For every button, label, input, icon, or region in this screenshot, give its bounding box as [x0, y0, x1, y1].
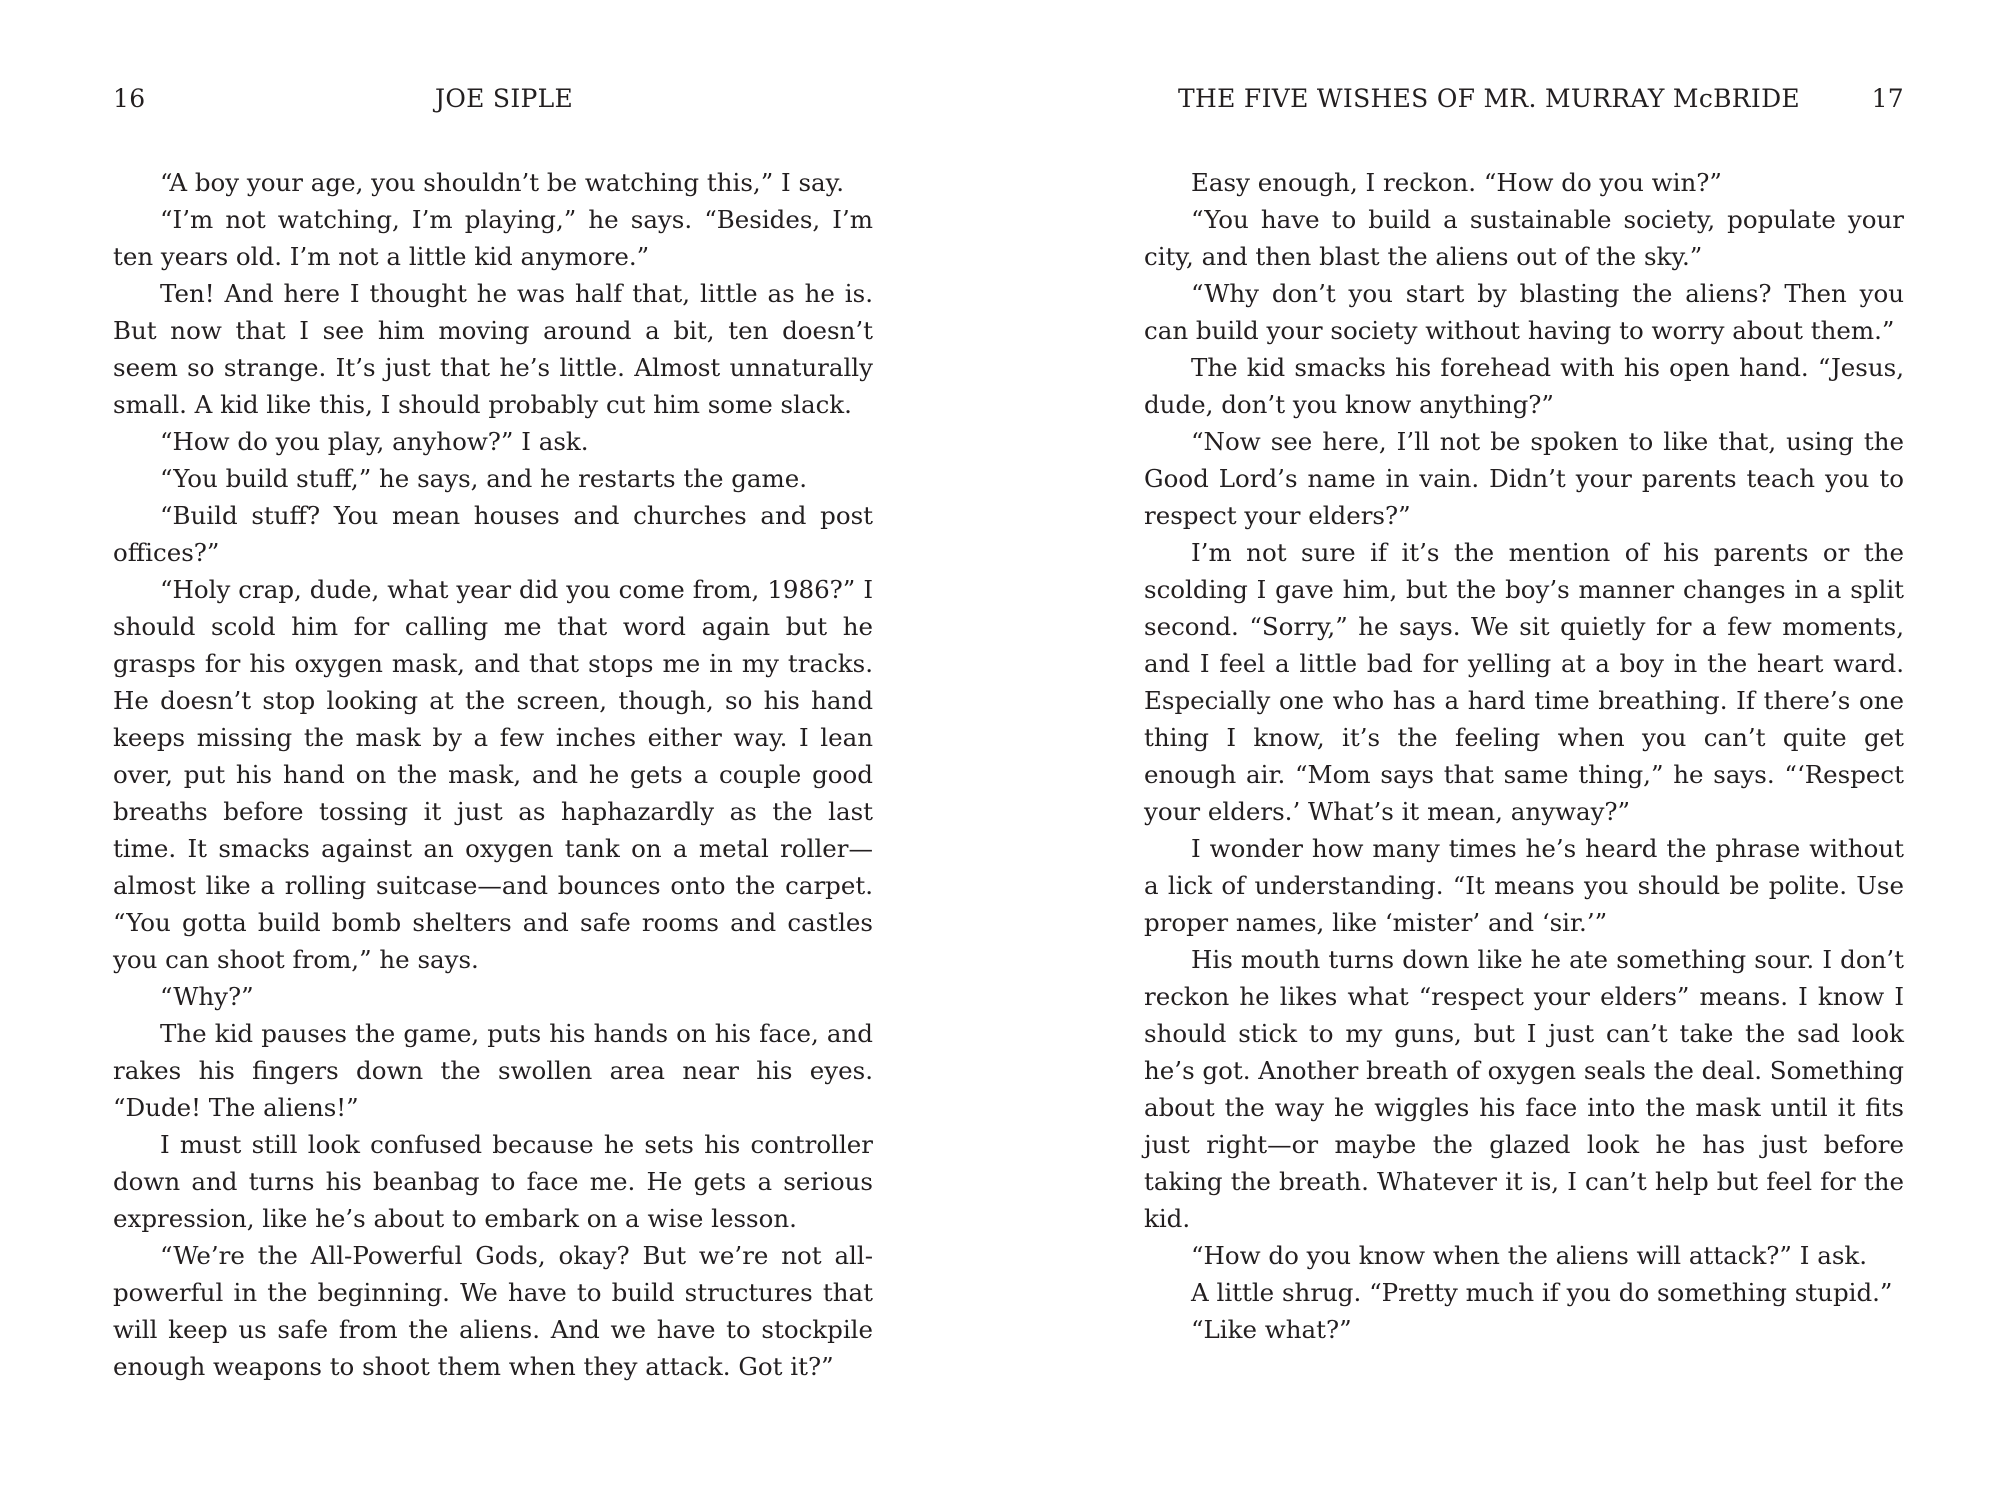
paragraph: Easy enough, I reckon. “How do you win?”: [1191, 168, 1722, 197]
paragraph: “Build stuff? You mean houses and churches and post offices?”: [113, 501, 873, 567]
paragraph: “I’m not watching, I’m playing,” he says. “Besides, I’m ten years old. I’m not a little kid anymore.”: [113, 205, 873, 271]
left-page: [113, 0, 873, 1500]
paragraph: “How do you know when the aliens will attack?” I ask.: [1191, 1241, 1868, 1270]
right-running-head: [1144, 84, 1904, 124]
paragraph: “You build stuff,” he says, and he restarts the game.: [160, 464, 808, 493]
paragraph: “Like what?”: [1191, 1315, 1352, 1344]
paragraph: “Why don’t you start by blasting the aliens? Then you can build your society without having to worry about them.”: [1144, 279, 1904, 345]
paragraph: “Holy crap, dude, what year did you come from, 1986?” I should scold him for calling me that word again but he grasps for his oxygen mask, and that stops me in my tracks. He doesn’t stop looking at the screen, though, so his hand keeps missing the mask by a few inches either way. I lean over, put his hand on the mask, and he gets a couple good breaths before tossing it just as haphazardly as the last time. It smacks against an oxygen tank on a metal roller—almost like a rolling suitcase—and bounces onto the carpet. “You gotta build bomb shelters and safe rooms and castles you can shoot from,” he says.: [113, 575, 873, 974]
book-title: THE FIVE WISHES OF MR. MURRAY McBRIDE: [1178, 84, 1800, 113]
paragraph: His mouth turns down like he ate something sour. I don’t reckon he likes what “respect your elders” means. I know I should stick to my guns, but I just can’t take the sad look he’s got. Another breath of oxygen seals the deal. Something about the way he wiggles his face into the mask until it fits just right—or maybe the glazed look he has just before taking the breath. Whatever it is, I can’t help but feel for the kid.: [1144, 945, 1904, 1233]
paragraph: The kid smacks his forehead with his open hand. “Jesus, dude, don’t you know anything?”: [1144, 353, 1904, 419]
paragraph: I must still look confused because he sets his controller down and turns his beanbag to face me. He gets a serious expression, like he’s about to embark on a wise lesson.: [113, 1130, 873, 1233]
right-body-text: [1144, 164, 1904, 1348]
paragraph: “Now see here, I’ll not be spoken to like that, using the Good Lord’s name in vain. Didn’t your parents teach you to respect your elders?”: [1144, 427, 1904, 530]
left-body-text: [113, 164, 873, 1385]
paragraph: “How do you play, anyhow?” I ask.: [160, 427, 589, 456]
paragraph: “A boy your age, you shouldn’t be watching this,” I say.: [160, 168, 845, 197]
paragraph: A little shrug. “Pretty much if you do something stupid.”: [1191, 1278, 1893, 1307]
paragraph: I wonder how many times he’s heard the phrase without a lick of understanding. “It means you should be polite. Use proper names, like ‘mister’ and ‘sir.’”: [1144, 834, 1904, 937]
paragraph: The kid pauses the game, puts his hands on his face, and rakes his fingers down the swollen area near his eyes. “Dude! The aliens!”: [113, 1019, 873, 1122]
paragraph: “We’re the All-Powerful Gods, okay? But we’re not all-powerful in the beginning. We have to build structures that will keep us safe from the aliens. And we have to stockpile enough weapons to shoot them when they attack. Got it?”: [113, 1241, 873, 1381]
paragraph: “Why?”: [160, 982, 254, 1011]
left-running-head: [113, 84, 873, 124]
page-number: 16: [113, 84, 146, 113]
page-number: 17: [1871, 84, 1904, 113]
paragraph: “You have to build a sustainable society, populate your city, and then blast the aliens out of the sky.”: [1144, 205, 1904, 271]
author-name: JOE SIPLE: [435, 84, 574, 113]
right-page: [1144, 0, 1904, 1500]
paragraph: I’m not sure if it’s the mention of his parents or the scolding I gave him, but the boy’s manner changes in a split second. “Sorry,” he says. We sit quietly for a few moments, and I feel a little bad for yelling at a boy in the heart ward. Especially one who has a hard time breathing. If there’s one thing I know, it’s the feeling when you can’t quite get enough air. “Mom says that same thing,” he says. “‘Respect your elders.’ What’s it mean, anyway?”: [1144, 538, 1904, 826]
paragraph: Ten! And here I thought he was half that, little as he is. But now that I see him moving around a bit, ten doesn’t seem so strange. It’s just that he’s little. Almost unnaturally small. A kid like this, I should probably cut him some slack.: [113, 279, 873, 419]
